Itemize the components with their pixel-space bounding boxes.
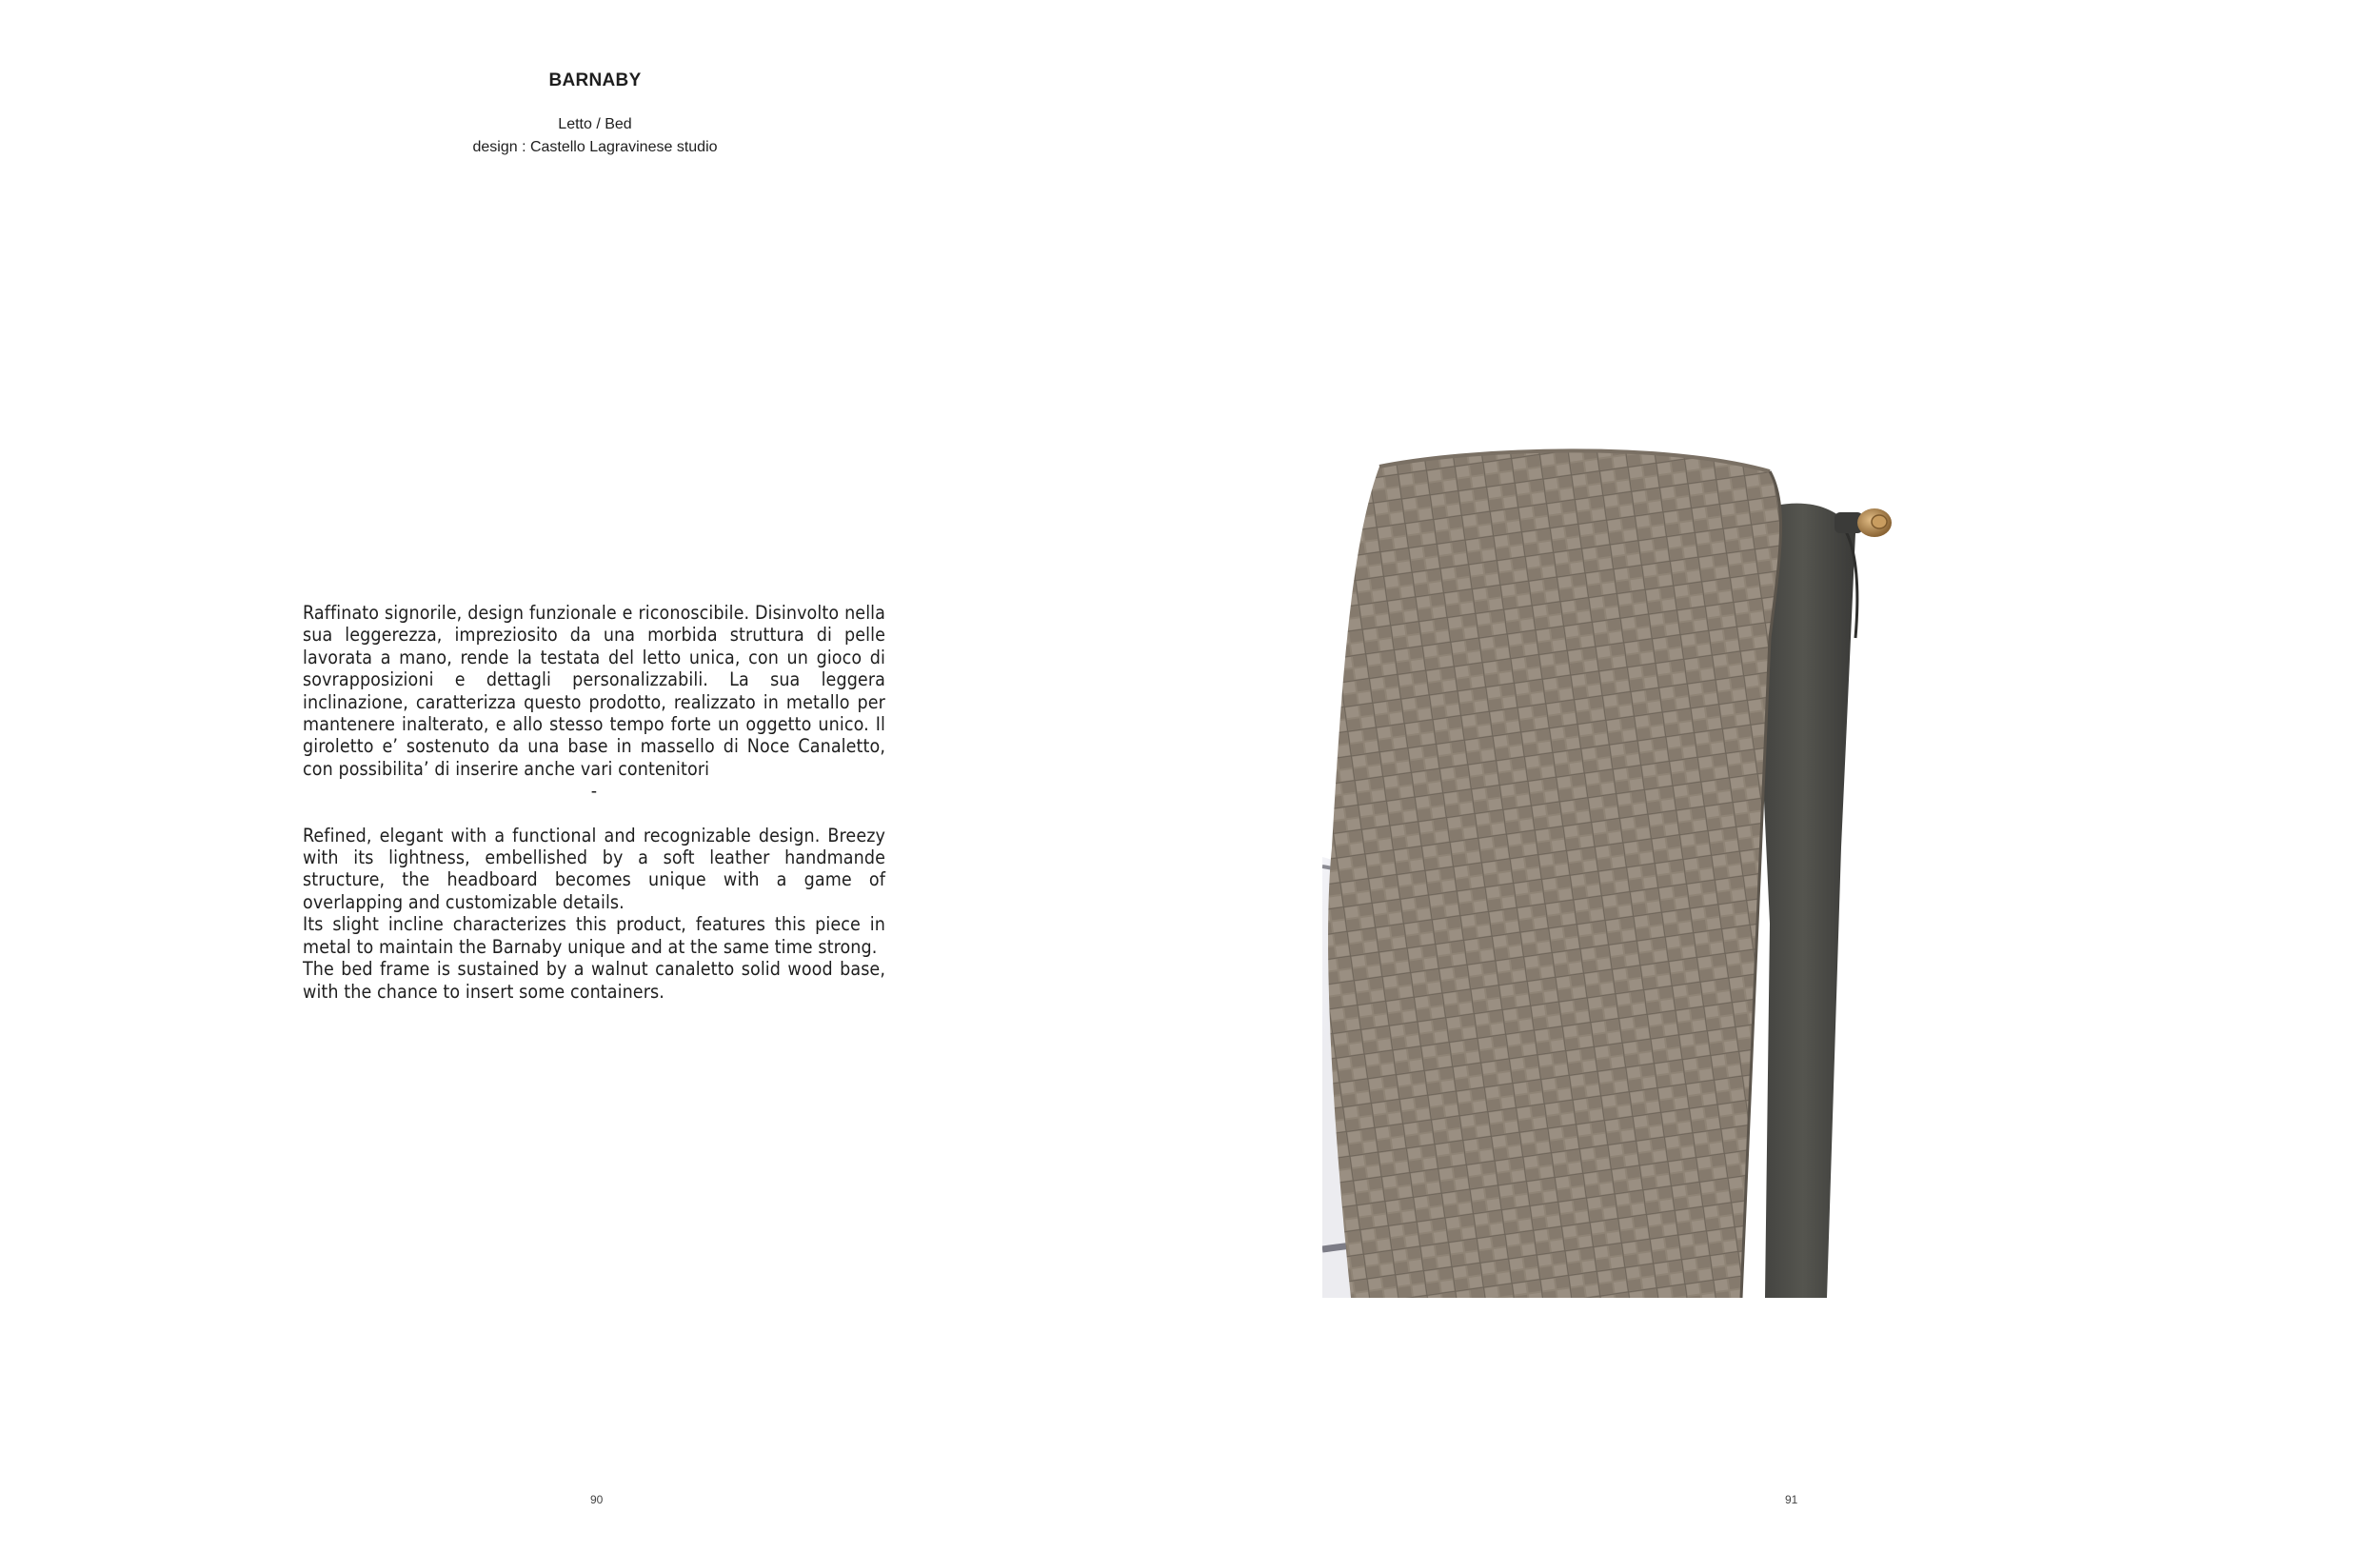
description-english-1: Refined, elegant with a functional and recognizable design. Breezy with its lightness, embellished by a soft leather handmande structure, the headboard becomes unique with a game of overlapping and customizable details.: [303, 824, 885, 913]
product-subtitle: [0, 113, 1190, 159]
headboard-photo: [1322, 448, 1993, 1298]
product-title: BARNABY: [548, 70, 642, 90]
description-english-2: Its slight incline characterizes this product, features this piece in metal to maintain the Barnaby unique and at the same time strong.: [303, 913, 885, 958]
page-number-left: 90: [590, 1493, 604, 1506]
product-header: [0, 70, 1190, 159]
product-description: [303, 602, 885, 1003]
description-italian: Raffinato signorile, design funzionale e riconoscibile. Disinvolto nella sua leggerezza, impreziosito da una morbida struttura di pelle lavorata a mano, rende la testata del letto unica, con un gioco di sovrapposizioni e dettagli personalizzabili. La sua leggera inclinazione, caratterizza questo prodotto, realizzato in metallo per mantenere inalterato, e allo stesso tempo forte un oggetto unico. Il giroletto e’ sostenuto da una base in massello di Noce Canaletto, con possibilita’ di inserire anche vari contenitori: [303, 602, 885, 780]
designer-credit: design : Castello Lagravinese studio: [472, 139, 718, 155]
product-type: Letto / Bed: [558, 116, 632, 132]
description-english-3: The bed frame is sustained by a walnut canaletto solid wood base, with the chance to insert some containers.: [303, 958, 885, 1003]
page-number-right: 91: [1785, 1493, 1798, 1506]
headboard-illustration: [1322, 448, 1993, 1298]
separator-dash: -: [590, 780, 598, 803]
